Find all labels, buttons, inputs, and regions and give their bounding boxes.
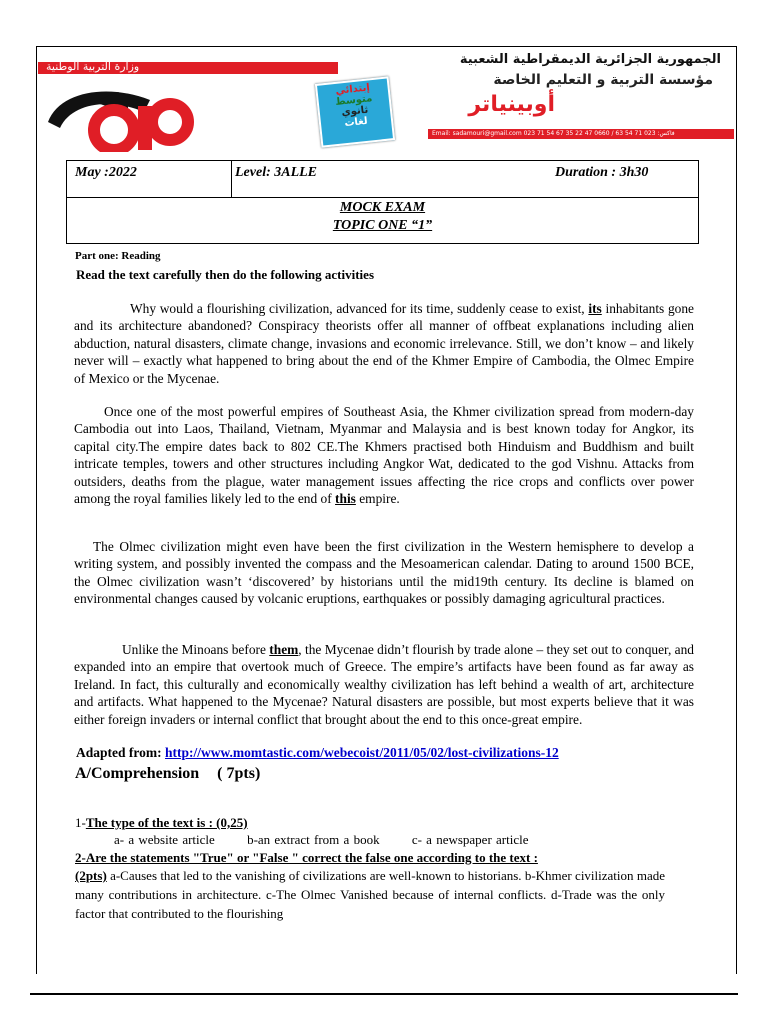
paragraph-1-text-a: Why would a flourishing civilization, advanced for its time, suddenly cease to exist, (130, 301, 589, 316)
question-1-options (114, 832, 557, 848)
reference-word-them: them (269, 642, 299, 657)
paragraph-3-text: The Olmec civilization might even have been the first civilization in the Western hemisphere to develop a writing system, and possibly invented the compass and the Mesoamerican calendar. Dating to around 1500 BCE, the Olmec civilization wasn’t ‘discovered’ by historians until the mid19th century. Its decline is blamed on environmental changes caused by volcanic eruptions, earthquakes or possibly damaging agricultural practices. (74, 539, 694, 607)
paragraph-4-text-a: Unlike the Minoans before (122, 642, 270, 657)
page-frame-top (36, 46, 737, 47)
paragraph-4 (74, 641, 694, 728)
source-label: Adapted from: (76, 745, 165, 760)
school-brand-text: أوبينياتر (468, 92, 555, 117)
topic-title: TOPIC ONE “1” (332, 218, 433, 233)
option-c: c- a newspaper article (411, 832, 529, 847)
comprehension-heading (75, 765, 260, 783)
part-one-heading: Part one: Reading (75, 250, 161, 262)
school-levels-badge (315, 76, 395, 147)
paragraph-4-text-b: , the Mycenae didn’t flourish by trade alone – they set out to conquer, and expanded into an empire that overtook much of Greece. The empire’s artifacts have been found as far away as Ireland. In fact, this culturally and economically wealthy civilization has left behind a wealth of art, architecture and artifacts. What happened to the Mycenae? Natural disasters are possible, but most experts believe that it was either foreign invaders or internal conflict that brought about the end to this once-great empire. (74, 642, 694, 727)
exam-info-row (67, 161, 698, 198)
paragraph-1 (74, 300, 694, 387)
paragraph-3 (74, 538, 694, 608)
school-brand (468, 92, 555, 117)
school-name: مؤسسة التربية و التعليم الخاصة (493, 72, 713, 88)
comprehension-title: A/Comprehension (75, 765, 200, 782)
question-2-points: (2pts) (75, 868, 107, 883)
comprehension-points: ( 7pts) (217, 765, 261, 782)
level-secondary: ثانوي (341, 104, 369, 119)
exam-duration: Duration : 3h30 (555, 165, 649, 180)
page-frame-right (736, 46, 737, 974)
question-1 (75, 815, 248, 831)
paragraph-2-text-a: Once one of the most powerful empires of Southeast Asia, the Khmer civilization spread from modern-day Cambodia out into Laos, Thailand, Vietnam, Myanmar and Malaysia and is best known today for Angkor, its capital city.The empire dates back to 802 CE.The Khmers practised both Hinduism and Buddhism and built intricate temples, towers and other structures including Angkor Wat, dedicated to the god Vishnu. Attacks from outsiders, deaths from the plague, water management issues affecting the rice crops and conflicts over power among the royal families likely led to the end of (74, 404, 694, 507)
page-frame-bottom (30, 993, 738, 995)
paragraph-2 (74, 403, 694, 507)
source-link[interactable]: http://www.momtastic.com/webecoist/2011/05/02/lost-civilizations-12 (165, 745, 559, 760)
school-logo (40, 72, 240, 162)
question-1-number: 1- (75, 815, 86, 830)
header-banner (38, 50, 735, 148)
source-citation (76, 745, 559, 761)
cell-divider (231, 161, 232, 197)
paragraph-1-text-b: inhabitants gone and its architecture abandoned? Conspiracy theorists offer all manner of offbeat explanations including alien abduction, natural disasters, climate change, invasions and economic irrelevance. Still, we don’t know – and likely never will – exactly what happened to bring about the end of the Khmer Empire of Cambodia, the Olmec Empire of Mexico or the Mycenae. (74, 301, 694, 386)
level-primary: إبتدائي (334, 82, 371, 97)
option-a: a- a website article (114, 832, 215, 847)
exam-level: Level: 3ALLE (235, 165, 318, 180)
option-b: b-an extract from a book (247, 832, 380, 847)
exam-info-table (66, 160, 699, 244)
question-2: 2-Are the statements "True" or "False " correct the false one according to the text : (75, 850, 538, 865)
ministry-title: وزارة التربية الوطنية (46, 60, 140, 73)
exam-title: MOCK EXAM (339, 200, 426, 215)
reference-word-its: its (588, 301, 602, 316)
paragraph-2-text-b: empire. (355, 491, 400, 507)
level-languages: لغات (343, 115, 369, 130)
question-2-statements (75, 866, 665, 923)
level-middle: متوسط (334, 93, 373, 108)
question-1-text: The type of the text is : (0,25) (85, 815, 248, 830)
question-2-body: a-Causes that led to the vanishing of civilizations are well-known to historians. b-Khmer civilization made many contributions in architecture. c-The Olmec Vanished because of internal conflicts. d-Trade was the only factor that contributed to the flourishing (75, 868, 665, 921)
reading-instruction: Read the text carefully then do the following activities (76, 267, 374, 282)
contact-bar: Email: sadamouri@gmail.com 023 71 54 67 فاكس: 023 71 54 63 / 0660 47 22 35 (428, 129, 734, 139)
government-title: الجمهورية الجزائرية الديمقراطية الشعبية (459, 52, 721, 67)
reference-word-this: this (335, 491, 356, 507)
page-frame-left (36, 46, 37, 974)
exam-date: May :2022 (75, 165, 137, 180)
